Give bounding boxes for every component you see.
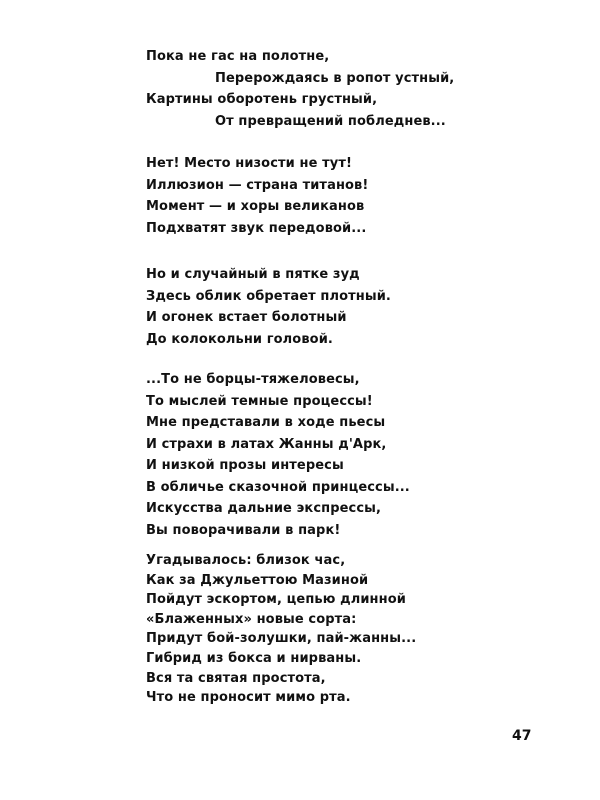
poem-line: Но и случайный в пятке зуд <box>146 267 360 282</box>
stanza-2 <box>146 153 368 239</box>
poem-line: Картины оборотень грустный, <box>146 92 378 107</box>
poem-line: Подхватят звук передовой... <box>146 220 367 236</box>
poem-line: Угадывалось: близок час, <box>146 553 346 568</box>
page-number: 47 <box>512 728 532 744</box>
poem-line: Придут бой-золушки, пай-жанны... <box>146 631 417 647</box>
poem-line: Гибрид из бокса и нирваны. <box>146 650 362 666</box>
poem-line: И страхи в латах Жанны д'Арк, <box>146 436 387 452</box>
poem-line: Как за Джульеттою Мазиной <box>146 572 369 588</box>
poem-line: Пока не гас на полотне, <box>146 49 330 64</box>
poem-line: От превращений побледнев... <box>215 113 446 129</box>
poem-line: Нет! Место низости не тут! <box>146 156 352 171</box>
poem-line: И огонек встает болотный <box>146 310 347 325</box>
stanza-5 <box>146 551 416 708</box>
stanza-4 <box>146 369 410 541</box>
stanza-3 <box>146 264 391 350</box>
poem-line: Здесь облик обретает плотный. <box>146 288 391 304</box>
poem-line: Мне представали в ходе пьесы <box>146 415 386 430</box>
poem-line: Что не проносит мимо рта. <box>146 690 351 706</box>
poem-line: Перерождаясь в ропот устный, <box>215 70 455 86</box>
stanza-1 <box>146 46 454 132</box>
poem-line: До колокольни головой. <box>146 331 333 347</box>
poem-line: То мыслей темные процессы! <box>146 393 373 409</box>
poem-line: Вы поворачивали в парк! <box>146 522 341 538</box>
poem-line: Момент — и хоры великанов <box>146 199 365 214</box>
poem-line: Вся та святая простота, <box>146 670 326 686</box>
poem-line: «Блаженных» новые сорта: <box>146 611 357 627</box>
poem-line: ...То не борцы-тяжеловесы, <box>146 372 360 387</box>
poem-line: Иллюзион — страна титанов! <box>146 177 369 193</box>
poem-line: Пойдут эскортом, цепью длинной <box>146 592 406 608</box>
poem-line: В обличье сказочной принцессы... <box>146 479 410 495</box>
poem-line: И низкой прозы интересы <box>146 458 344 473</box>
poem-line: Искусства дальние экспрессы, <box>146 501 382 516</box>
